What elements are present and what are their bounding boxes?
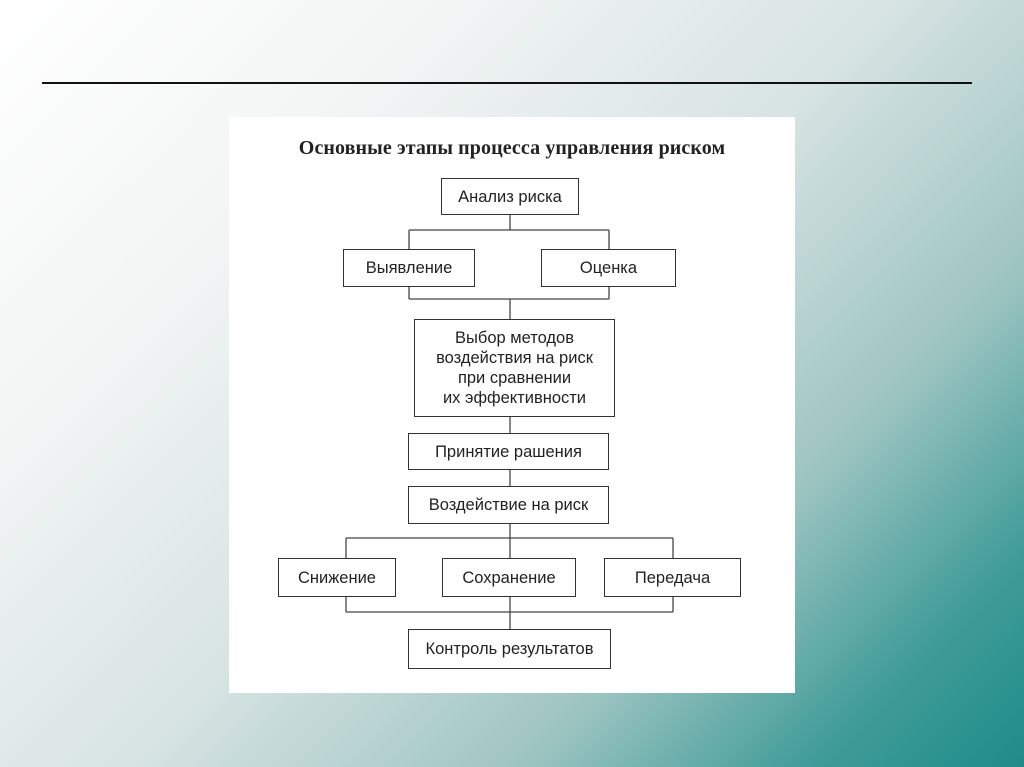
title-underline	[42, 82, 972, 84]
node-control: Контроль результатов	[408, 629, 611, 669]
node-impact: Воздействие на риск	[408, 486, 609, 524]
node-method-selection: Выбор методов воздействия на риск при сравнении их эффективности	[414, 319, 615, 417]
node-retention: Сохранение	[442, 558, 576, 597]
node-identification: Выявление	[343, 249, 475, 287]
node-decision: Принятие рашения	[408, 433, 609, 470]
node-reduction: Снижение	[278, 558, 396, 597]
diagram-title: Основные этапы процесса управления риском	[298, 137, 726, 159]
node-analysis: Анализ риска	[441, 178, 579, 215]
node-assessment: Оценка	[541, 249, 676, 287]
risk-management-diagram	[229, 117, 795, 693]
node-transfer: Передача	[604, 558, 741, 597]
